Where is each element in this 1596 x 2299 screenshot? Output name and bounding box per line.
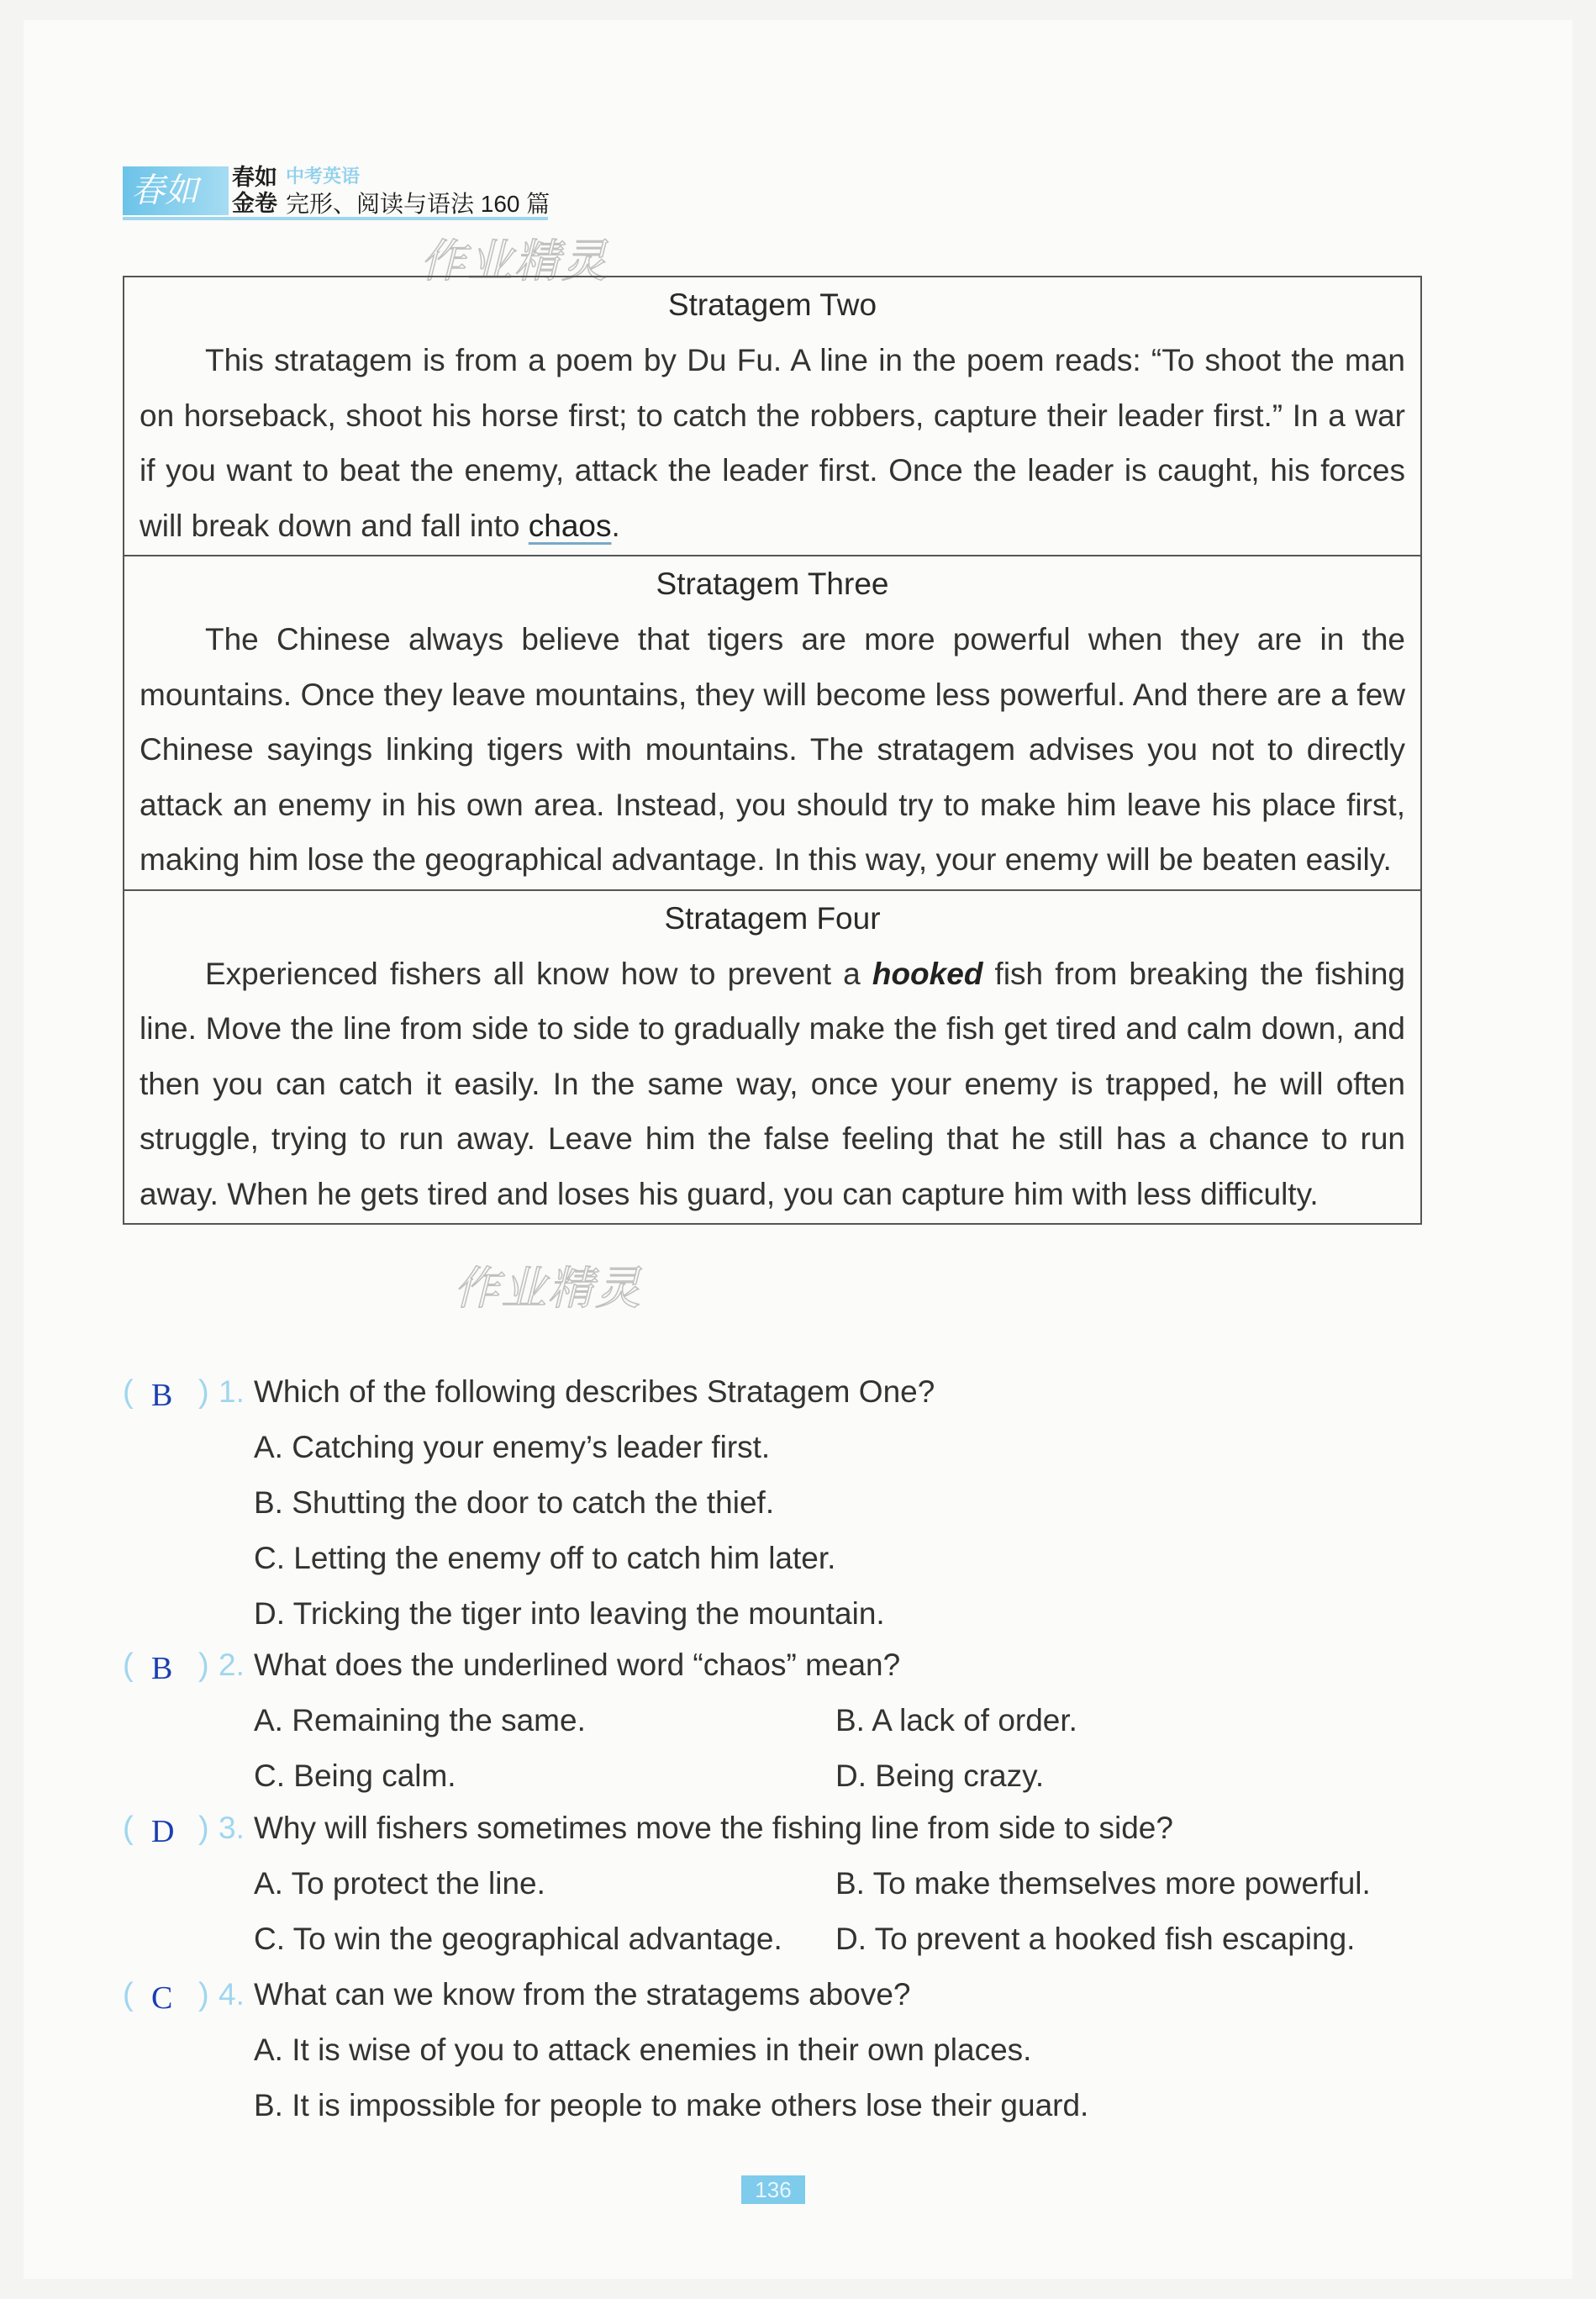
text-after: . xyxy=(611,508,620,543)
option-c: C. Being calm. xyxy=(254,1759,456,1793)
watermark: 作业精灵 xyxy=(454,1263,642,1314)
question-stem-line xyxy=(123,1364,1434,1420)
option-d: D. Tricking the tiger into leaving the mountain. xyxy=(254,1596,885,1631)
passage-table xyxy=(123,276,1422,1225)
question-1 xyxy=(123,1364,1434,1642)
option-line xyxy=(123,2078,1434,2133)
answer-mark: D xyxy=(151,1814,175,1849)
question-stem: Which of the following describes Stratagem One? xyxy=(254,1374,935,1409)
question-number: 3. xyxy=(219,1811,245,1845)
question-stem: What does the underlined word “chaos” mean? xyxy=(254,1648,901,1682)
text-after: fish from breaking the fishing line. Move the line from side to side to gradually make the fish get tired and calm down, and then you can catch it easily. In the same way, once your enemy is trapped, he will often struggle, trying to run away. Leave him the false feeling that he still has a chance to run away. When he gets tired and loses his guard, you can capture him with less difficulty. xyxy=(140,956,1405,1211)
question-number: 4. xyxy=(219,1977,245,2012)
option-line xyxy=(123,1856,1434,1911)
underlined-word: chaos xyxy=(528,508,612,543)
option-b: B. It is impossible for people to make others lose their guard. xyxy=(254,2088,1089,2122)
watermark: 作业精灵 xyxy=(420,236,608,287)
option-a: A. Catching your enemy’s leader first. xyxy=(254,1430,771,1464)
stratagem-three-section xyxy=(124,555,1420,889)
paren-close: ) xyxy=(198,1977,209,2012)
paren-open: ( xyxy=(123,1648,134,1683)
stratagem-two-section xyxy=(124,277,1420,555)
option-a: A. It is wise of you to attack enemies in their own places. xyxy=(254,2033,1032,2067)
option-d: D. Being crazy. xyxy=(835,1759,1045,1793)
section-text xyxy=(140,333,1405,555)
question-3 xyxy=(123,1801,1434,1967)
question-stem-line xyxy=(123,1637,1434,1693)
text-before: Experienced fishers all know how to prevent a xyxy=(205,956,872,991)
question-number: 1. xyxy=(219,1374,245,1409)
logo-text: 春如 xyxy=(131,171,198,210)
paren-close: ) xyxy=(198,1648,209,1683)
question-stem-line xyxy=(123,1967,1434,2022)
paren-close: ) xyxy=(198,1374,209,1410)
option-line xyxy=(123,1475,1434,1531)
section-title: Stratagem Three xyxy=(656,567,889,601)
option-d: D. To prevent a hooked fish escaping. xyxy=(835,1922,1356,1956)
question-stem: What can we know from the stratagems above? xyxy=(254,1977,911,2012)
emphasis-word: hooked xyxy=(872,956,983,991)
question-4 xyxy=(123,1967,1434,2133)
option-line xyxy=(123,1693,1434,1748)
option-line xyxy=(123,1586,1434,1642)
series-label: 中考英语 xyxy=(286,166,361,187)
section-title: Stratagem Four xyxy=(664,900,881,936)
option-line xyxy=(123,2022,1434,2078)
brand-line-2: 金卷 xyxy=(232,191,277,216)
option-b: B. To make themselves more powerful. xyxy=(835,1866,1371,1901)
paren-open: ( xyxy=(123,1374,134,1410)
paren-open: ( xyxy=(123,1977,134,2012)
question-stem: Why will fishers sometimes move the fishing line from side to side? xyxy=(254,1811,1173,1845)
section-text: The Chinese always believe that tigers are more powerful when they are in the mountains. Once they leave mountains, they will become less powerful. And there are a few Chinese sayings linking tigers with mountains. The stratagem advises you not to directly attack an enemy in his own area. Instead, you should try to make him leave his place first, making him lose the geographical advantage. In this way, your enemy will be beaten easily. xyxy=(140,622,1405,877)
question-number: 2. xyxy=(219,1648,245,1682)
page-number: 136 xyxy=(741,2175,805,2204)
brand-line-1: 春如 xyxy=(232,165,277,190)
stratagem-four-section xyxy=(124,889,1420,1224)
option-a: A. Remaining the same. xyxy=(254,1703,586,1737)
paren-close: ) xyxy=(198,1811,209,1846)
section-text xyxy=(140,946,1405,1224)
header-divider xyxy=(123,217,548,220)
option-line xyxy=(123,1531,1434,1586)
brand-name xyxy=(232,165,277,217)
page-header xyxy=(123,161,593,220)
text-before: This stratagem is from a poem by Du Fu. A line in the poem reads: “To shoot the man on horseback, shoot his horse first; to catch the robbers, capture their leader first.” In a war if you want to beat the enemy, attack the leader first. Once the leader is caught, his forces will break down and fall into xyxy=(140,343,1405,543)
answer-mark: C xyxy=(151,1980,173,2016)
answer-mark: B xyxy=(151,1651,173,1686)
answer-mark: B xyxy=(151,1378,173,1413)
option-a: A. To protect the line. xyxy=(254,1866,545,1901)
option-b: B. A lack of order. xyxy=(835,1703,1077,1737)
paren-open: ( xyxy=(123,1811,134,1846)
option-c: C. Letting the enemy off to catch him later. xyxy=(254,1541,836,1575)
section-title: Stratagem Two xyxy=(667,287,877,322)
option-line xyxy=(123,1911,1434,1967)
question-2 xyxy=(123,1637,1434,1804)
option-c: C. To win the geographical advantage. xyxy=(254,1922,782,1956)
question-stem-line xyxy=(123,1801,1434,1856)
option-b: B. Shutting the door to catch the thief. xyxy=(254,1485,775,1520)
option-line xyxy=(123,1420,1434,1475)
book-subtitle: 完形、阅读与语法 160 篇 xyxy=(286,191,550,217)
publisher-logo xyxy=(123,166,229,215)
option-line xyxy=(123,1748,1434,1804)
